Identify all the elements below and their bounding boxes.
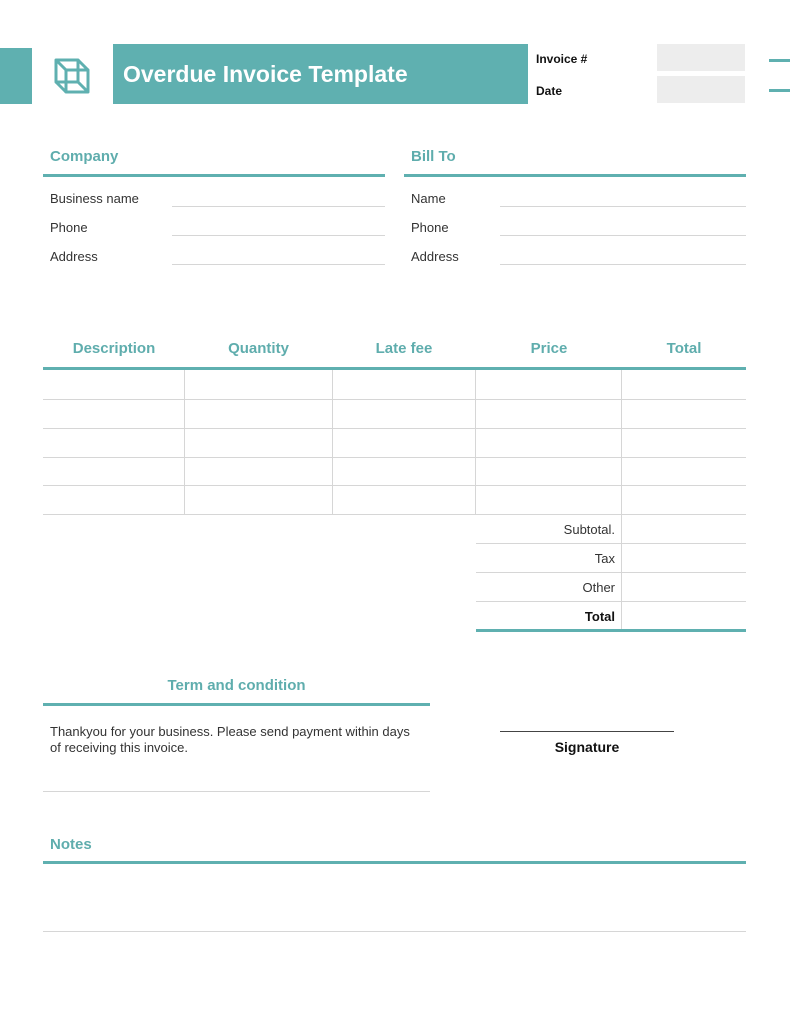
table-cell[interactable] bbox=[476, 371, 621, 399]
table-row-line bbox=[43, 428, 746, 429]
table-cell[interactable] bbox=[333, 400, 475, 428]
signature-label: Signature bbox=[554, 739, 620, 755]
tax-field[interactable] bbox=[622, 544, 746, 572]
table-cell[interactable] bbox=[476, 429, 621, 457]
date-label: Date bbox=[536, 84, 563, 98]
table-cell[interactable] bbox=[622, 371, 746, 399]
date-field[interactable] bbox=[657, 76, 745, 103]
table-cell[interactable] bbox=[333, 429, 475, 457]
table-cell[interactable] bbox=[622, 486, 746, 514]
bill-address-field[interactable] bbox=[500, 246, 746, 264]
business-name-field[interactable] bbox=[172, 188, 385, 206]
company-address-label: Address bbox=[50, 249, 98, 264]
bill-phone-field[interactable] bbox=[500, 217, 746, 235]
terms-bottom-rule bbox=[43, 791, 430, 792]
notes-field[interactable] bbox=[43, 866, 746, 930]
field-underline bbox=[500, 235, 746, 236]
table-row-line bbox=[43, 457, 746, 458]
table-cell[interactable] bbox=[43, 429, 184, 457]
table-cell[interactable] bbox=[333, 371, 475, 399]
company-heading: Company bbox=[50, 148, 119, 165]
company-address-field[interactable] bbox=[172, 246, 385, 264]
field-underline bbox=[172, 235, 385, 236]
bill-address-label: Address bbox=[411, 249, 459, 264]
table-cell[interactable] bbox=[43, 400, 184, 428]
subtotal-label: Subtotal. bbox=[563, 522, 615, 537]
column-header-quantity: Quantity bbox=[228, 340, 289, 357]
field-underline bbox=[172, 206, 385, 207]
other-field[interactable] bbox=[622, 573, 746, 601]
terms-text: Thankyou for your business. Please send payment within days of receiving this invoice. bbox=[50, 724, 410, 755]
bill-name-label: Name bbox=[411, 191, 446, 206]
notes-heading-rule bbox=[43, 861, 746, 864]
field-underline bbox=[172, 264, 385, 265]
business-name-label: Business name bbox=[50, 191, 139, 206]
company-phone-label: Phone bbox=[50, 220, 88, 235]
column-header-price: Price bbox=[530, 340, 568, 357]
company-phone-field[interactable] bbox=[172, 217, 385, 235]
bill-name-field[interactable] bbox=[500, 188, 746, 206]
page-title: Overdue Invoice Template bbox=[123, 61, 408, 87]
invoice-number-field[interactable] bbox=[657, 44, 745, 71]
cube-logo-icon bbox=[52, 56, 92, 96]
total-field[interactable] bbox=[622, 602, 746, 630]
table-cell[interactable] bbox=[333, 458, 475, 486]
signature-line[interactable] bbox=[500, 731, 674, 732]
field-underline bbox=[500, 206, 746, 207]
table-cell[interactable] bbox=[185, 486, 332, 514]
table-column-line bbox=[475, 370, 476, 514]
title-banner bbox=[113, 44, 528, 104]
edge-dash bbox=[769, 89, 790, 92]
notes-bottom-rule bbox=[43, 931, 746, 932]
subtotal-field[interactable] bbox=[622, 515, 746, 543]
column-header-late-fee: Late fee bbox=[375, 340, 433, 357]
table-cell[interactable] bbox=[476, 458, 621, 486]
invoice-number-label: Invoice # bbox=[536, 52, 588, 66]
table-cell[interactable] bbox=[476, 400, 621, 428]
table-cell[interactable] bbox=[185, 458, 332, 486]
table-cell[interactable] bbox=[185, 429, 332, 457]
column-header-total: Total bbox=[666, 340, 702, 357]
table-column-line bbox=[184, 370, 185, 514]
table-cell[interactable] bbox=[333, 486, 475, 514]
total-label: Total bbox=[584, 609, 615, 624]
table-cell[interactable] bbox=[185, 371, 332, 399]
table-cell[interactable] bbox=[43, 371, 184, 399]
table-cell[interactable] bbox=[476, 486, 621, 514]
bill-phone-label: Phone bbox=[411, 220, 449, 235]
tax-label: Tax bbox=[594, 551, 615, 566]
total-rule bbox=[476, 629, 746, 632]
field-underline bbox=[500, 264, 746, 265]
accent-tab bbox=[0, 48, 32, 104]
terms-heading: Term and condition bbox=[167, 677, 306, 694]
bill-to-heading: Bill To bbox=[411, 148, 456, 165]
other-label: Other bbox=[582, 580, 615, 595]
edge-dash bbox=[769, 59, 790, 62]
notes-heading: Notes bbox=[50, 836, 92, 853]
table-cell[interactable] bbox=[43, 458, 184, 486]
table-cell[interactable] bbox=[185, 400, 332, 428]
table-row-line bbox=[43, 485, 746, 486]
company-heading-rule bbox=[43, 174, 385, 177]
bill-to-heading-rule bbox=[404, 174, 746, 177]
table-cell[interactable] bbox=[622, 458, 746, 486]
terms-heading-rule bbox=[43, 703, 430, 706]
table-cell[interactable] bbox=[622, 400, 746, 428]
table-cell[interactable] bbox=[622, 429, 746, 457]
column-header-description: Description bbox=[72, 340, 156, 357]
table-cell[interactable] bbox=[43, 486, 184, 514]
table-row-line bbox=[43, 399, 746, 400]
table-header-rule bbox=[43, 367, 746, 370]
table-column-line bbox=[332, 370, 333, 514]
